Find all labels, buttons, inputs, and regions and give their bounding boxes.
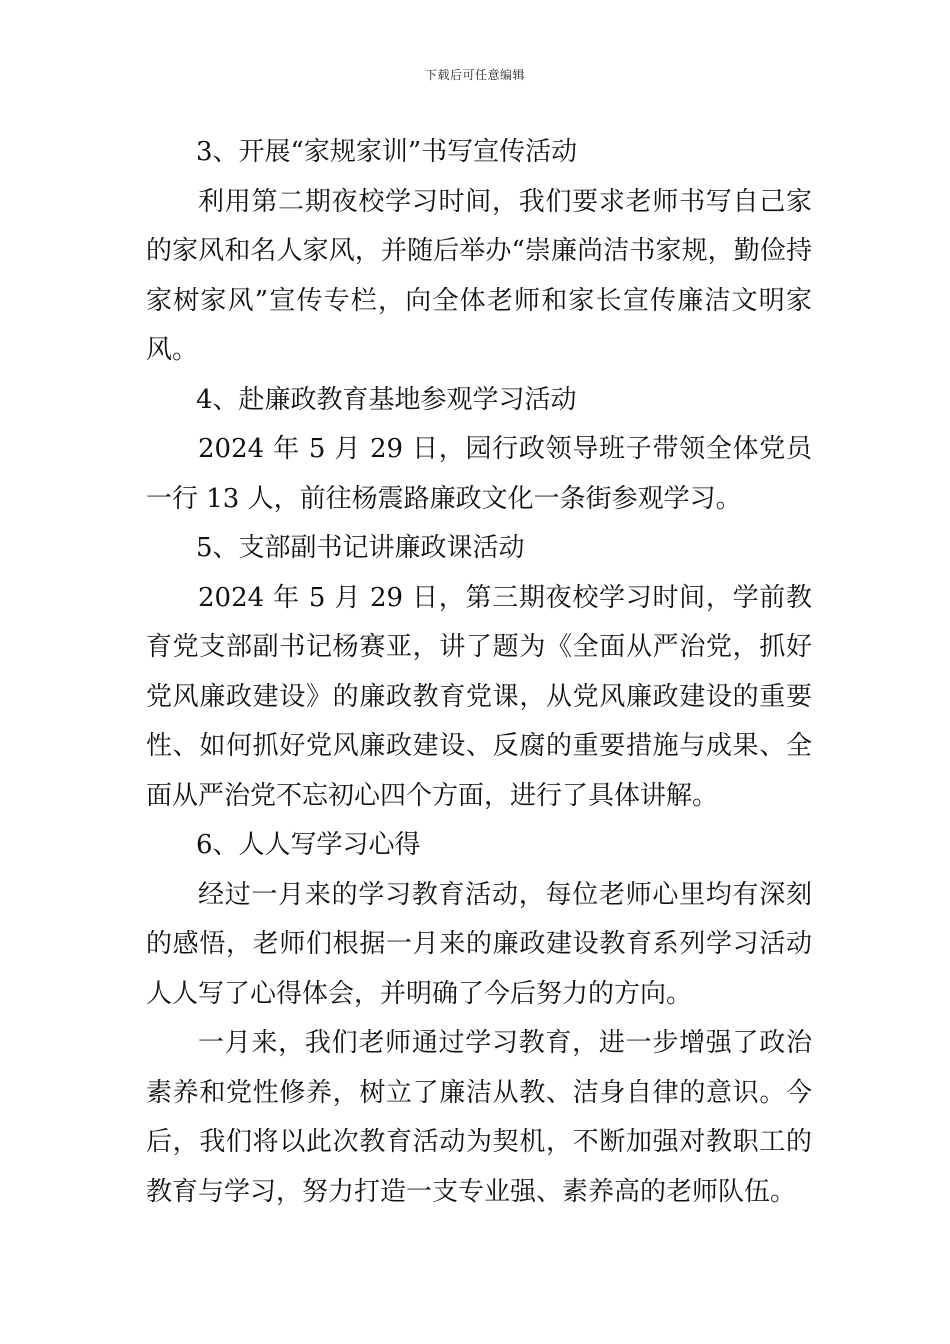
section-heading: 5、支部副书记讲廉政课活动 — [196, 533, 525, 563]
page-header-note: 下载后可任意编辑 — [424, 68, 525, 82]
body-paragraph: 2024 年 5 月 29 日，园行政领导班子带领全体党员一行 13 人，前往杨震路廉政文化一条街参观学习。 — [146, 434, 812, 514]
section-heading: 6、人人写学习心得 — [196, 830, 421, 860]
body-paragraph: 经过一月来的学习教育活动，每位老师心里均有深刻的感悟，老师们根据一月来的廉政建设教育系列学习活动人人写了心得体会，并明确了今后努力的方向。 — [146, 879, 812, 1009]
body-paragraph: 一月来，我们老师通过学习教育，进一步增强了政治素养和党性修养，树立了廉洁从教、洁身自律的意识。今后，我们将以此次教育活动为契机，不断加强对教职工的教育与学习，努力打造一支专业强、素养高的老师队伍。 — [146, 1028, 812, 1207]
body-paragraph: 利用第二期夜校学习时间，我们要求老师书写自己家的家风和名人家风，并随后举办“崇廉尚洁书家规，勤俭持家树家风”宣传专栏，向全体老师和家长宣传廉洁文明家风。 — [146, 186, 812, 365]
section-heading: 3、开展“家规家训”书写宣传活动 — [196, 137, 578, 167]
section-heading: 4、赴廉政教育基地参观学习活动 — [196, 384, 577, 415]
document-body — [146, 128, 812, 1217]
body-paragraph: 2024 年 5 月 29 日，第三期夜校学习时间，学前教育党支部副书记杨赛亚，讲了题为《全面从严治党，抓好党风廉政建设》的廉政教育党课，从党风廉政建设的重要性、如何抓好党风廉政建设、反腐的重要措施与成果、全面从严治党不忘初心四个方面，进行了具体讲解。 — [146, 582, 812, 811]
